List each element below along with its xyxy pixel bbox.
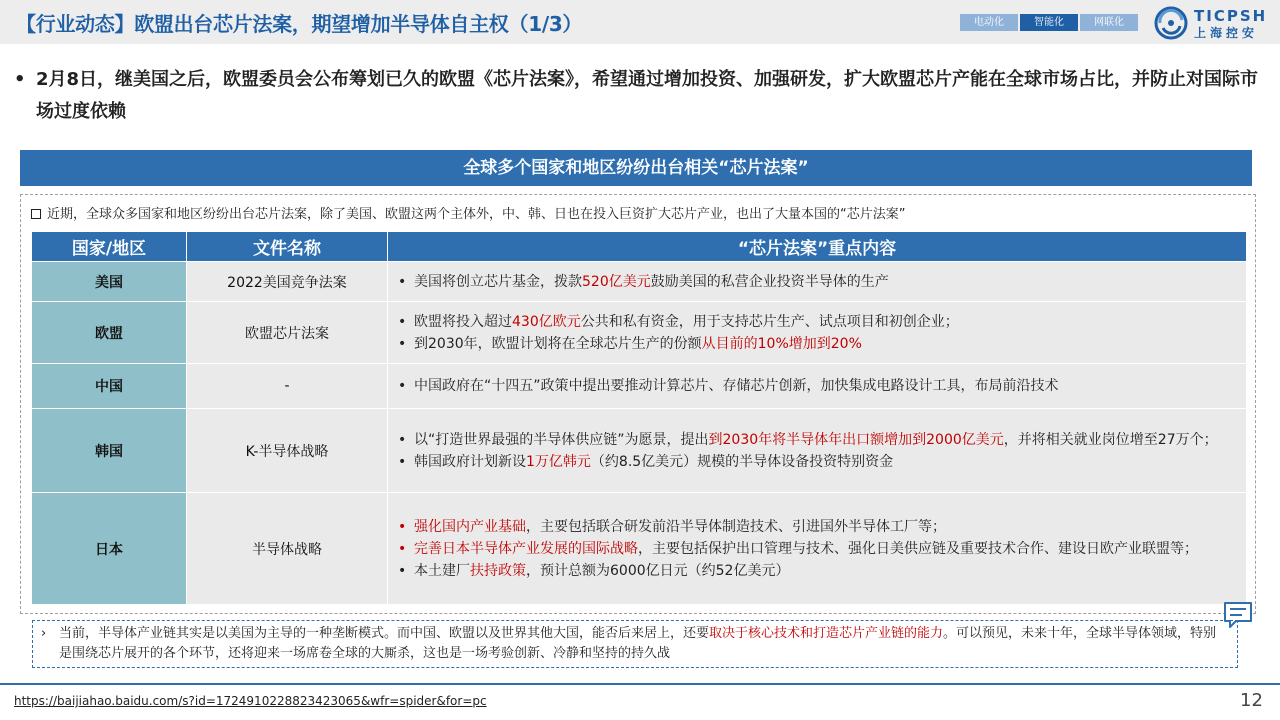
- table-row: [32, 409, 1247, 493]
- cell-country: 日本: [32, 493, 187, 605]
- cell-content: [388, 302, 1247, 364]
- table-row: [32, 302, 1247, 364]
- intro-note-text: 近期，全球众多国家和地区纷纷出台芯片法案，除了美国、欧盟这两个主体外，中、韩、日也在投入巨资扩大芯片产业，也出了大量本国的“芯片法案”: [47, 207, 906, 222]
- content-panel: [20, 194, 1256, 614]
- list-item: • 欧盟将投入超过430亿欧元公共和私有资金，用于支持芯片生产、试点项目和初创企业；: [398, 313, 959, 330]
- chip-act-table: [31, 231, 1247, 605]
- list-item: • 完善日本半导体产业发展的国际战略，主要包括保护出口管理与技术、强化日美供应链及重要技术合作、建设日欧产业联盟等；: [398, 540, 1198, 557]
- chevron-right-icon: ›: [41, 626, 47, 641]
- lead-text: 2月8日，继美国之后，欧盟委员会公布筹划已久的欧盟《芯片法案》，希望通过增加投资、加强研发，扩大欧盟芯片产能在全球市场占比，并防止对国际市场过度依赖: [36, 69, 1259, 122]
- logo-mark-icon: [1154, 6, 1188, 40]
- cell-content: [388, 364, 1247, 409]
- cell-document: 欧盟芯片法案: [187, 302, 388, 364]
- lead-paragraph: [14, 64, 1264, 128]
- table-header-row: [32, 232, 1247, 262]
- bullet-icon: •: [14, 69, 26, 90]
- list-item: • 中国政府在“十四五”政策中提出要推动计算芯片、存储芯片创新，加快集成电路设计工具，布局前沿技术: [398, 378, 1059, 394]
- intro-note: [31, 203, 905, 222]
- summary-box: [32, 620, 1238, 668]
- header-document: 文件名称: [187, 232, 388, 262]
- summary-text: 当前，半导体产业链其实是以美国为主导的一种垄断模式。而中国、欧盟以及世界其他大国，能否后来居上，还要取决于核心技术和打造芯片产业链的能力。可以预见，未来十年，全球半导体领域，特别是围绕芯片展开的各个环节，还将迎来一场席卷全球的大厮杀，这也是一场考验创新、冷静和坚持的持久战: [59, 626, 1217, 661]
- source-link[interactable]: https://baijiahao.baidu.com/s?id=1724910228823423065&wfr=spider&for=pc: [14, 694, 487, 708]
- company-logo: [1154, 4, 1274, 40]
- list-item: • 以“打造世界最强的半导体供应链”为愿景，提出到2030年将半导体年出口额增加到2000亿美元，并将相关就业岗位增至27万个；: [398, 431, 1218, 448]
- list-item: • 韩国政府计划新设1万亿韩元（约8.5亿美元）规模的半导体设备投资特别资金: [398, 453, 894, 470]
- footer-divider: [0, 683, 1280, 685]
- cell-content: [388, 493, 1247, 605]
- table-row: [32, 364, 1247, 409]
- square-bullet-icon: [31, 209, 41, 219]
- section-banner: 全球多个国家和地区纷纷出台相关“芯片法案”: [20, 150, 1252, 186]
- cell-content: [388, 409, 1247, 493]
- table-row: [32, 493, 1247, 605]
- cell-document: 半导体战略: [187, 493, 388, 605]
- cell-country: 中国: [32, 364, 187, 409]
- header-country: 国家/地区: [32, 232, 187, 262]
- tag-electrification[interactable]: 电动化: [960, 14, 1018, 31]
- cell-document: 2022美国竞争法案: [187, 262, 388, 302]
- list-item: • 美国将创立芯片基金，拨款520亿美元鼓励美国的私营企业投资半导体的生产: [398, 273, 889, 290]
- tag-intelligence[interactable]: 智能化: [1020, 14, 1078, 31]
- page-title: 【行业动态】欧盟出台芯片法案，期望增加半导体自主权（1/3）: [16, 12, 583, 36]
- header-bar: [0, 0, 1280, 44]
- logo-text-cn: 上海控安: [1194, 26, 1259, 40]
- logo-text-en: TICPSH: [1194, 7, 1268, 25]
- cell-country: 美国: [32, 262, 187, 302]
- page-number: 12: [1240, 690, 1263, 711]
- tag-connectivity[interactable]: 网联化: [1080, 14, 1138, 31]
- cell-country: 韩国: [32, 409, 187, 493]
- cell-country: 欧盟: [32, 302, 187, 364]
- cell-content: [388, 262, 1247, 302]
- header-content: “芯片法案”重点内容: [388, 232, 1247, 262]
- list-item: • 到2030年，欧盟计划将在全球芯片生产的份额从目前的10%增加到20%: [398, 335, 862, 352]
- list-item: • 强化国内产业基础，主要包括联合研发前沿半导体制造技术、引进国外半导体工厂等；: [398, 518, 946, 535]
- table-row: [32, 262, 1247, 302]
- cell-document: -: [187, 364, 388, 409]
- tag-group: [960, 14, 1138, 31]
- cell-document: K-半导体战略: [187, 409, 388, 493]
- list-item: • 本土建厂扶持政策，预计总额为6000亿日元（约52亿美元）: [398, 562, 790, 579]
